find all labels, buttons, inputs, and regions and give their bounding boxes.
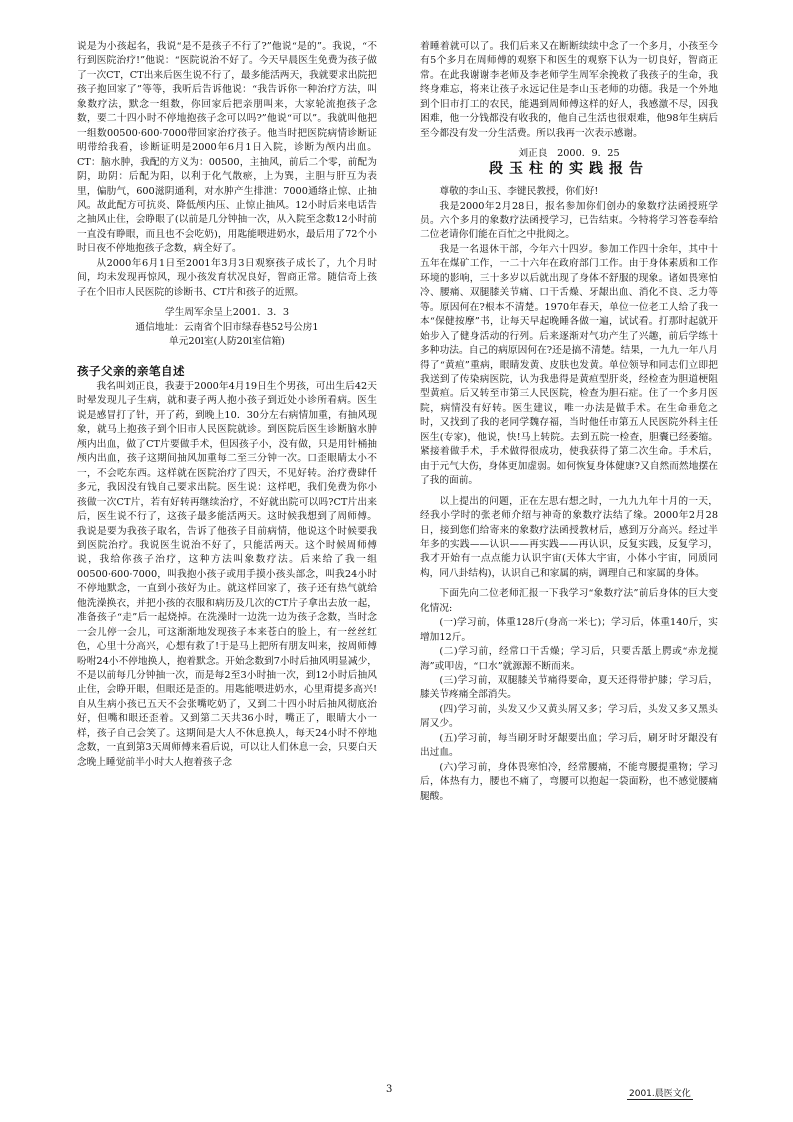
report-list-item: (三)学习前，双腿膝关节痛得要命，夏天还得带护膝；学习后，膝关节疼痛全部消失。 [420, 675, 718, 701]
report-title: 段玉柱的实践报告 [489, 160, 649, 177]
father-account-paragraph: 我名叫刘正良，我妻于2000年4月19日生个男孩，可出生后42天时晕发现儿子生病，就和妻子两人抱小孩子到近处小诊所看病。医生说是感冒打了针，开了药，到晚上10．30分左右病情加重，有抽风现象，就马上抱孩子到个旧市人民医院就诊。到医院后医生诊断脑水肿颅内出血，做了CT片要做手术，但因孩子小，没有做，只是用针桶抽颅内出血，孩子这期间抽风加重每二至三分钟一次。口歪眼睛太小不一，不会吃东西。这样就在医院治疗了四天，不见好转。治疗费肆仟多元，我因没有钱自己要求出院。医生说：这样吧，我们免费为你小孩做一次CT片，若有好转再继续治疗，不好就出院可以吗?CT片出来后，医生说不行了，这孩子最多能活两天。这时候我想到了周师傅。我说是要为我孩子取名，告诉了他孩子目前病情，他说这个时候要我到医院治疗。我说医生说治不好了，只能活两天。这个时候周师傅说，我给你孩子治疗，这种方法叫象数疗法。后来给了我一组00500·600·7000，叫我抱小孩子或用手摸小孩头部念，叫我24小时不停地默念，一直到小孩好为止。就这样回家了，孩子还有热气就给他洗澡换衣，并把小孩的衣服和病历及几次的CT片子拿出去放一起，准备孩子“走”后一起烧掉。在洗澡时一边洗一边为孩子念数，当时念一会儿停一会儿，可这渐渐地发现孩子本来苍白的脸上，有一丝丝红色，心里十分高兴，心想有救了!于是马上把所有朋友叫来，按周师傅吩咐24小不停地换人，抱着默念。开始念数到7小时后抽风明显减少，不是以前每几分钟抽一次，而是每2至3小时抽一次，到12小时后抽风止住，会睁开眼，但眼还是歪的。用匙能喂进奶水，心里甭提多高兴!自从生病小孩已五天不会张嘴吃奶了，又到二十四小时后抽风彻底治好，但嘴和眼还歪着。又到第二天共36小时，嘴正了，眼睛大小一样，孩子自己会笑了。这期间是大人不休息换人，每天24小时不停地念数，一直到第3天周师傅来看后说，可以让人们休息一会，只要白天念晚上睡觉前半小时大人抱着孩子念 [77, 380, 377, 768]
report-list-item: (一)学习前，体重128斤(身高一米七)；学习后，体重140斤，实增加12斤。 [420, 617, 718, 643]
report-list-item: (二)学习前，经常口干舌燥；学习后，只要舌舐上腭或“赤龙搅海”或叩齿，“口水”就源源不断而来。 [420, 646, 718, 672]
left-column [77, 40, 377, 1080]
mailing-address-unit: 单元20l室(人防20l室信箱) [169, 336, 285, 348]
report-list-item: (五)学习前，每当刷牙时牙龈要出血；学习后，刷牙时牙龈没有出过血。 [420, 732, 718, 759]
report-paragraph: 我是2000年2月28日，报名参加你们创办的象数疗法函授班学员。六个多月的象数疗法函授学习，已告结束。今特将学习答卷奉给二位老请你们能在百忙之中批阅之。 [420, 200, 718, 241]
report-list-item: (四)学习前，头发又少又黄头屑又多；学习后，头发又多又黑头屑又少。 [420, 703, 718, 730]
section-title: 孩子父亲的亲笔自述 [77, 363, 185, 378]
father-signature: 刘正良 2000．9．25 [518, 148, 620, 160]
mailing-address: 通信地址：云南省个旧市绿春巷52号公房1 [135, 321, 319, 333]
student-signature: 学生周军余呈上2001．3．3 [164, 307, 290, 319]
observation-paragraph: 从2000年6月1日至2001年3月3日观察孩子成长了，九个月时间，均未发现再惊风，现小孩发育状况良好，智商正常。随信奇上孩子在个旧市人民医院的诊断书、CT片和孩子的近照。 [77, 257, 377, 298]
report-paragraph: 以上提出的问题，正在左思右想之时，一九九九年十月的一天，经我小学时的张老师介绍与神奇的象数疗法结了缘。2000年2月28日，接到您们给寄来的象数疗法函授教材后，感到万分高兴。经过半年多的实践——认识——再实践——再认识，反复实践，反复学习，我才开始有一点点能力认识宇宙(天体大宇宙，小体小宇宙，同质同构，同八卦结构)，认识自己和家属的病，调理自己和家属的身体。 [420, 495, 718, 579]
report-paragraph: 下面先向二位老师汇报一下我学习“象数疗法”前后身体的巨大变化情况: [420, 588, 718, 614]
report-list-item: (六)学习前，身体畏寒怕冷，经常腰痛，不能弯腰提重物；学习后，体热有力，腰也不痛了，弯腰可以抱起一袋面粉，也不感觉腰痛腿酸。 [420, 761, 718, 802]
page-number: 3 [386, 1084, 393, 1095]
right-column [420, 40, 718, 1080]
letter-paragraph: 说是为小孩起名，我说“是不是孩子不行了?”他说“是的”。我说，“不行到医院治疗!”他说：“医院说治不好了。今天早晨医生免费为孩子做了一次CT，CT出来后医生说不行了，最多能活两天，我就要求出院把孩子抱回家了”等等，我听后告诉他说：“我告诉你一种治疗方法，叫象数疗法，默念一组数，你回家后把亲朋叫来，大家轮流抱孩子念数，要二十四小时不停地抱孩子念可以吗?”他说“可以”。我就叫他把一组数00500·600·7000带回家治疗孩子。他当时把医院病情诊断证明带给我看，诊断证明是2000年6月1日入院，诊断为颅内出血。CT：脑水肿，我配的方义为：00500，主抽风，前后二个零，前配为阴，助阴：后配为阳，以利于化气散瘀，上为巽，主胆与肝互为表里，偏肋气，600滋阴通利，对水肿产生排泄：7000通络止惊、止抽风。故此配方可抗炎、降低颅内压、止惊止抽风。12小时后来电话告之抽风止住，会睁眼了(以前是几分钟抽一次，从入院至念数12小时前一直没有睁眼，而且也不会吃奶)，用匙能喂进奶水，最后用了72个小时日夜不停地抱孩子念数，病全好了。 [77, 41, 377, 255]
father-account-continued: 着睡着就可以了。我们后来又在断断续续中念了一个多月，小孩至今有5个多月在周师傅的观察下和医生的观察下认为一切良好，智商正常。在此我谢谢李老师及李老师学生周军余挽救了我孩子的生命，我终身难忘，将来让孩子永远记住是李山玉老师的功德。我是一个外地到个旧市打工的农民，能遇到周师傅这样的好人，我感激不尽，因我困难，他一分钱都没有收我的，他自己生活也很艰难，他98年生病后至今都没有发一分生活费。所以我再一次表示感谢。 [420, 41, 718, 139]
report-greeting: 尊敬的李山玉、李键民教授，你们好! [439, 186, 599, 198]
report-paragraph: 我是一名退休干部，今年六十四岁。参加工作四十余年，其中十五年在煤矿工作，一二十六年在政府部门工作。由于身体素质和工作环境的影响，三十多岁以后就出现了身体不舒服的现象。诸如畏寒怕冷、腰痛、双腿膝关节痛、口干舌燥、牙龈出血、消化不良、乏力等等。原因何在?根本不清楚。1970年春天，单位一位老工人给了我一本“保健按摩”书，让每天早起晚睡各做一遍，试试看。打那时起就开始步入了健身活动的行列。后来逐渐对气功产生了兴趣，前后学练十多种功法。自己的病原因何在?还是搞不清楚。结果，一九九一年八月得了“黄疸”重病，眼睛发黄、皮肤也发黄。单位领导和同志们立即把我送到了传染病医院，认为我患得是黄疸型肝炎，经检查为胆道梗阻型黄疸。后又转至市第三人民医院，检查为胆石症。住了一个多月医院，病情没有好转。医生建议，唯一办法是做手术。在生命垂危之时，又找到了我的老同学魏存福，当时他任市第五人民医院外科主任医生(专家)，他说，快!马上转院。去到五院一检查，胆囊已经萎缩。紧接着做手术，手术做得很成功，使我获得了第二次生命。手术后，由于元气大伤，身体更加虚弱。如何恢复身体健康?又自然而然地摆在了我的面前。 [420, 243, 718, 487]
footer-brand: 2001.晨医文化 [627, 1086, 693, 1100]
